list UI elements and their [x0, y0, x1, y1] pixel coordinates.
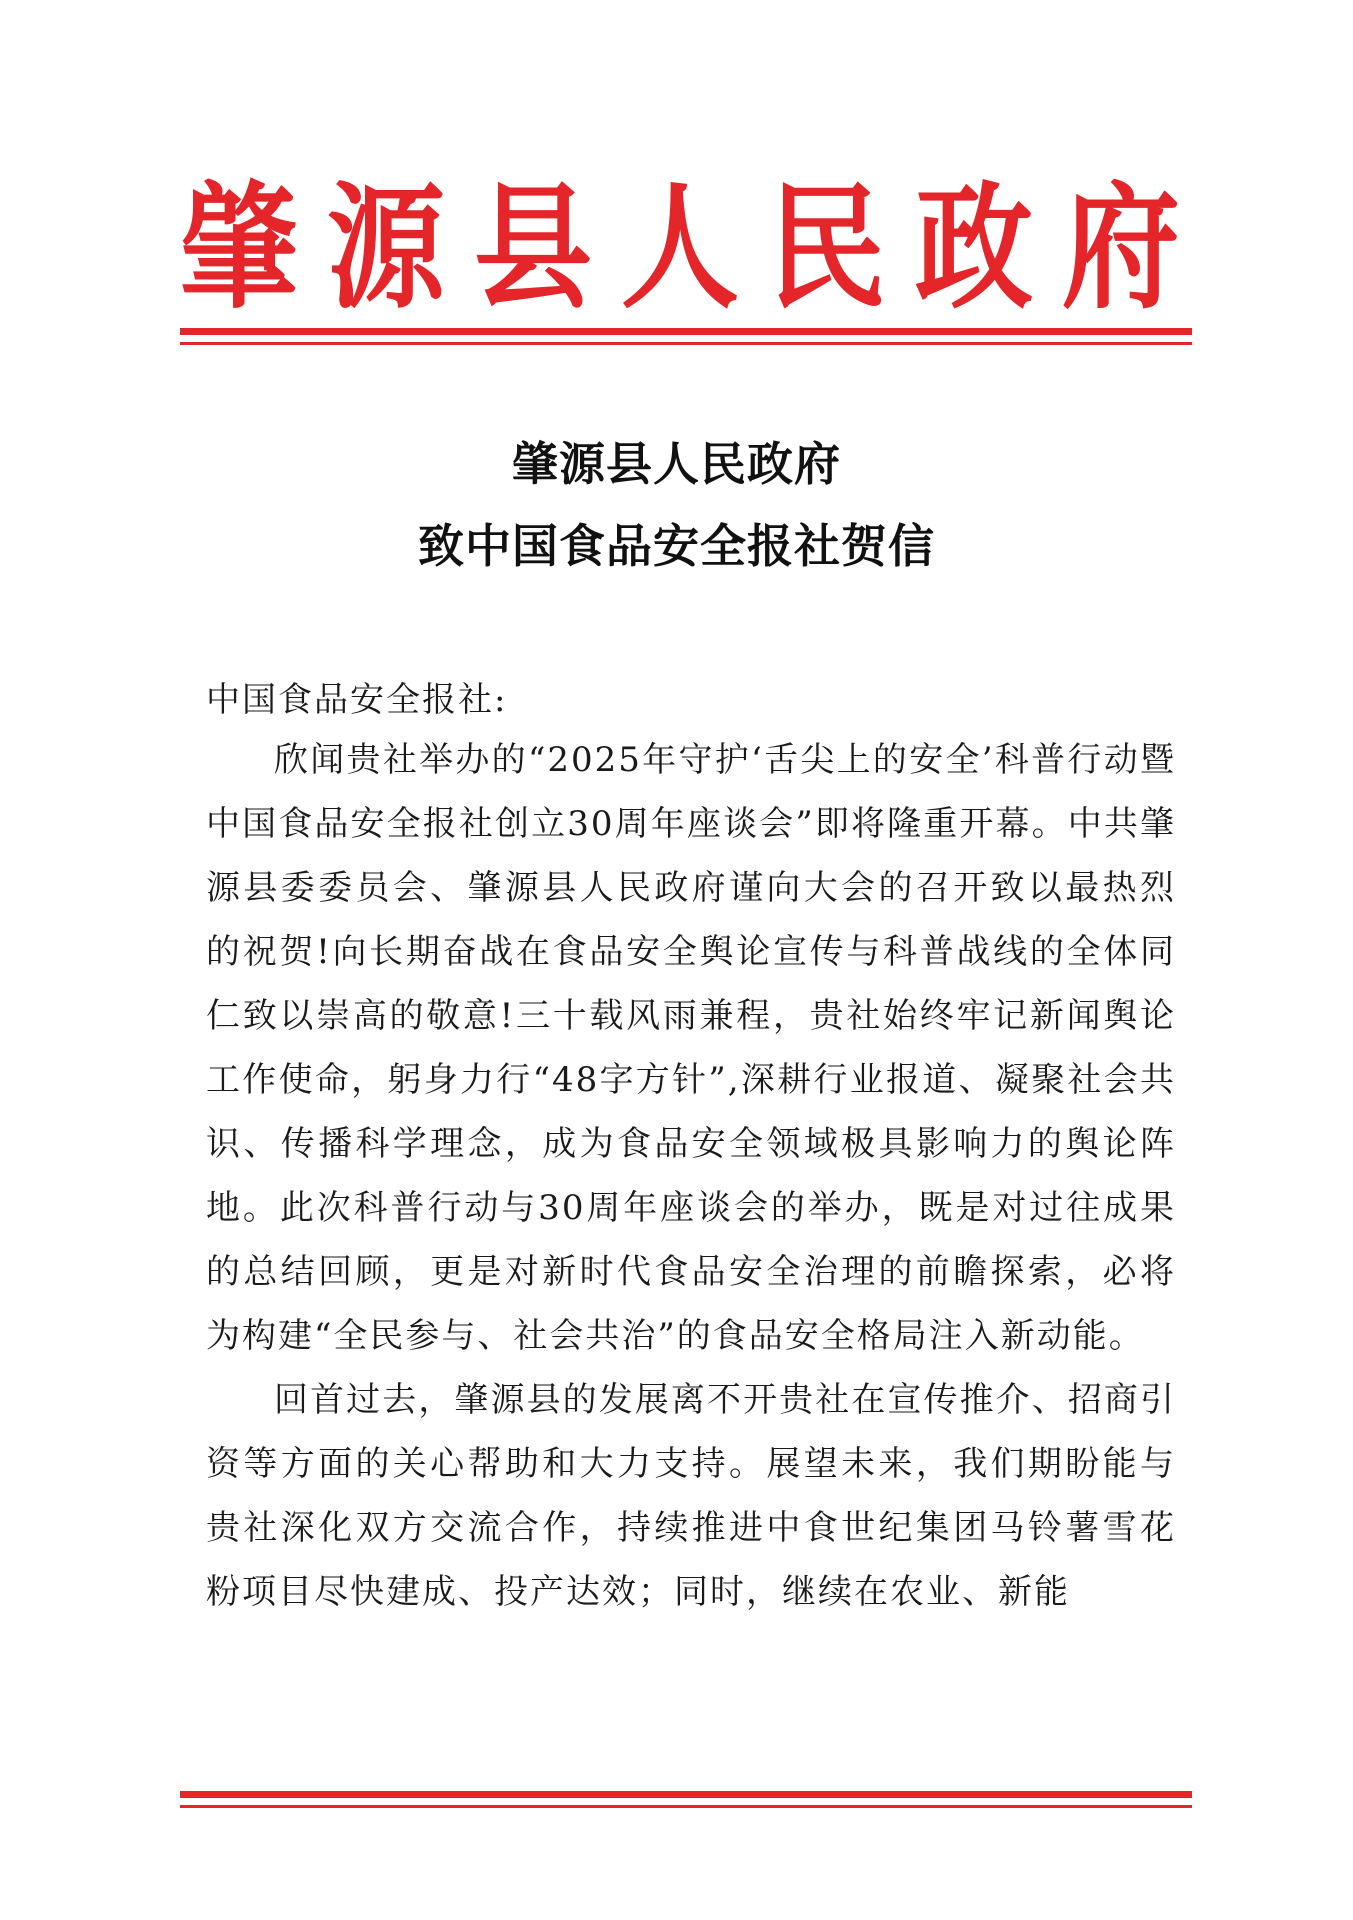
letterhead-char: 县: [473, 167, 592, 328]
document-title-line2: 致中国食品安全报社贺信: [418, 519, 935, 573]
footer-thin-rule: [180, 1805, 1192, 1808]
paragraph: 欣闻贵社举办的“2025年守护‘舌尖上的安全’科普行动暨中国食品安全报社创立30周年座谈会”即将隆重开幕。中共肇源县委委员会、肇源县人民政府谨向大会的召开致以最热烈的祝贺!向长期奋战在食品安全舆论宣传与科普战线的全体同仁致以崇高的敬意!三十载风雨兼程，贵社始终牢记新闻舆论工作使命，躬身力行“48字方针”,深耕行业报道、凝聚社会共识、传播科学理念，成为食品安全领域极具影响力的舆论阵地。此次科普行动与30周年座谈会的举办，既是对过往成果的总结回顾，更是对新时代食品安全治理的前瞻探索，必将为构建“全民参与、社会共治”的食品安全格局注入新动能。: [206, 740, 1176, 1356]
letterhead-thin-rule: [180, 342, 1192, 345]
letterhead-char: 府: [1061, 167, 1180, 328]
letterhead-thick-rule: [180, 328, 1192, 335]
document-title-line1: 肇源县人民政府: [512, 437, 841, 491]
letterhead-char: 政: [914, 167, 1033, 328]
letter-body: [206, 728, 1176, 1624]
letterhead: [180, 168, 1180, 328]
salutation: 中国食品安全报社:: [206, 680, 508, 720]
letterhead-char: 肇: [180, 167, 299, 328]
paragraph: 回首过去，肇源县的发展离不开贵社在宣传推介、招商引资等方面的关心帮助和大力支持。展望未来，我们期盼能与贵社深化双方交流合作，持续推进中食世纪集团马铃薯雪花粉项目尽快建成、投产达效；同时，继续在农业、新能: [206, 1380, 1176, 1612]
letterhead-char: 人: [620, 167, 739, 328]
letterhead-char: 民: [767, 167, 886, 328]
letterhead-char: 源: [326, 167, 445, 328]
footer-thick-rule: [180, 1791, 1192, 1798]
